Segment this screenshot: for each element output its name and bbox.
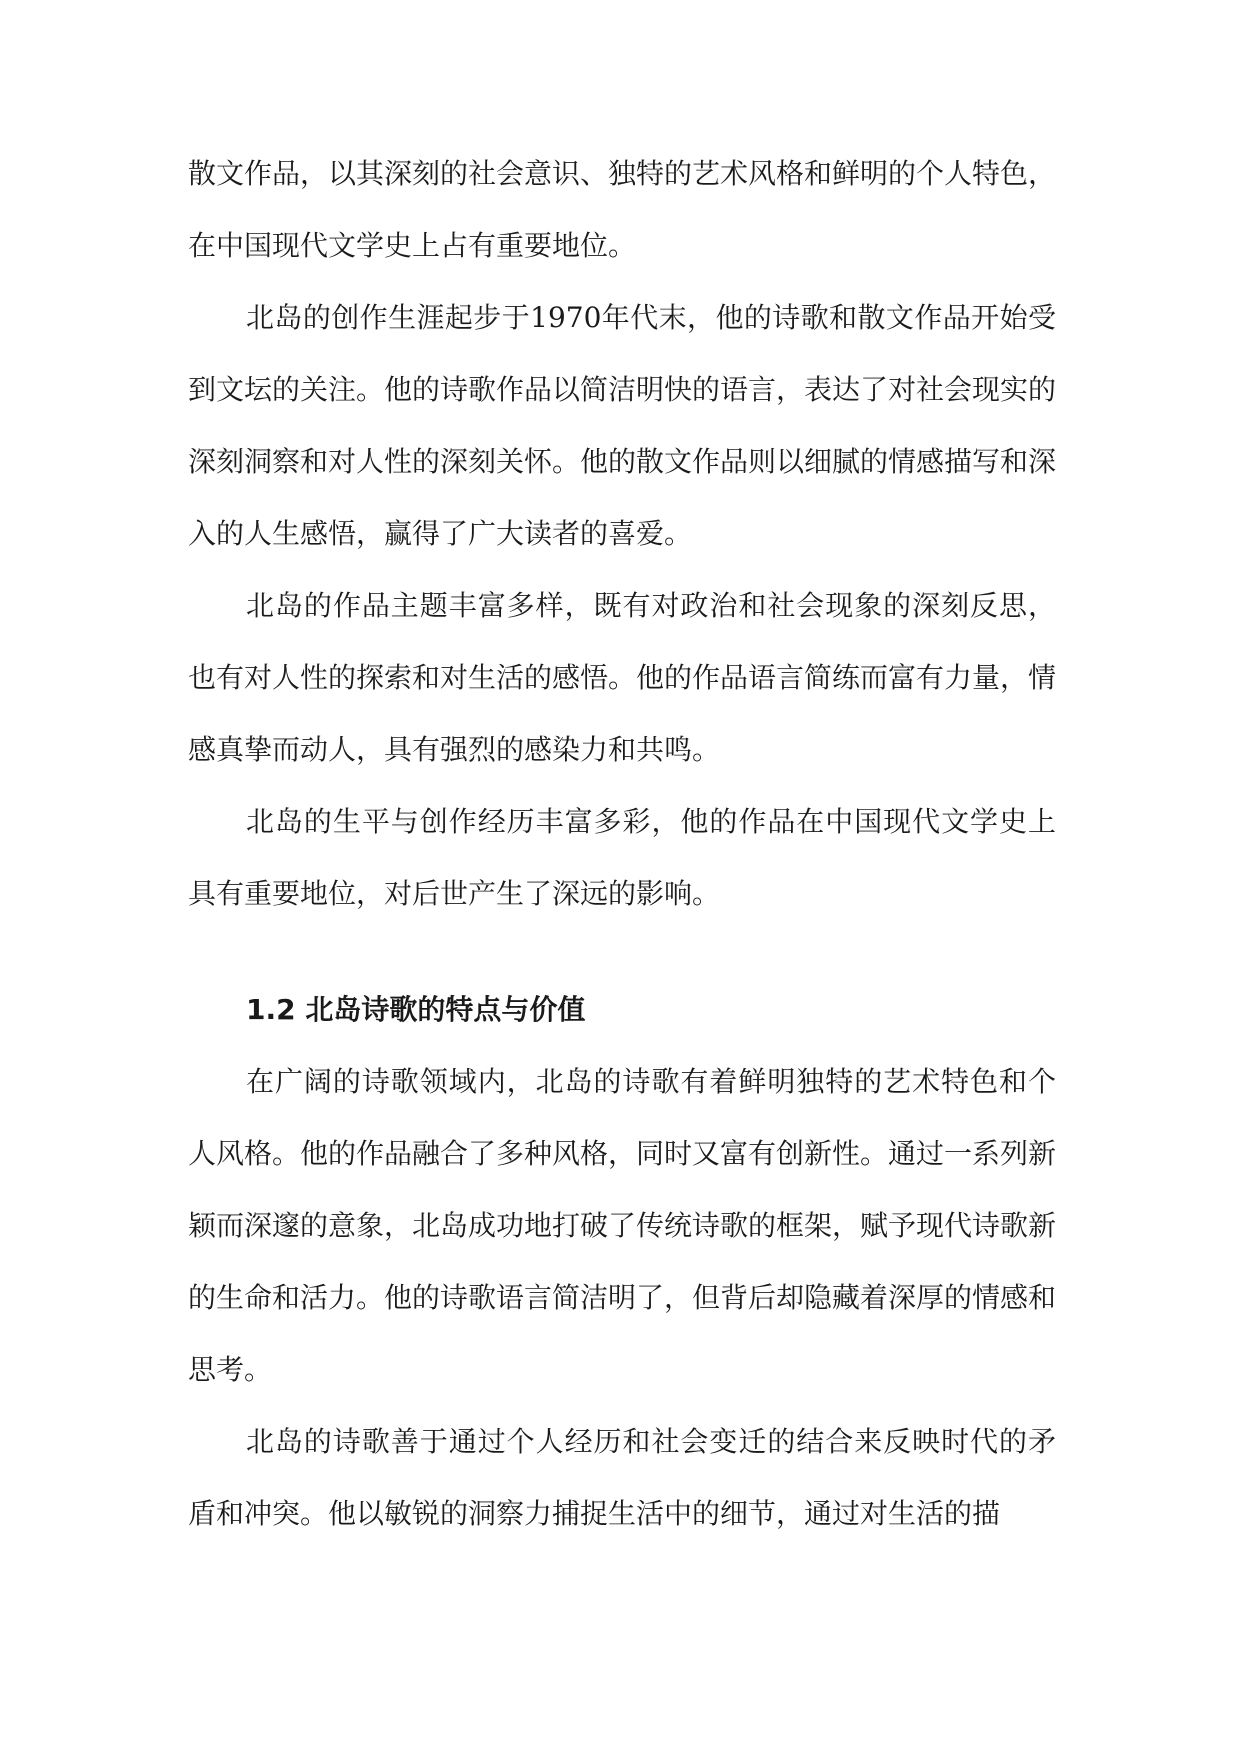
paragraph: 北岛的创作生涯起步于1970年代末，他的诗歌和散文作品开始受到文坛的关注。他的诗歌作品以简洁明快的语言，表达了对社会现实的深刻洞察和对人性的深刻关怀。他的散文作品则以细腻的情感描写和深入的人生感悟，赢得了广大读者的喜爱。 (188, 301, 1057, 550)
paragraph: 北岛的诗歌善于通过个人经历和社会变迁的结合来反映时代的矛盾和冲突。他以敏锐的洞察力捕捉生活中的细节，通过对生活的描 (188, 1425, 1056, 1530)
paragraph: 北岛的生平与创作经历丰富多彩，他的作品在中国现代文学史上具有重要地位，对后世产生了深远的影响。 (188, 805, 1056, 910)
document-body (188, 138, 1056, 1550)
paragraph: 在广阔的诗歌领域内，北岛的诗歌有着鲜明独特的艺术特色和个人风格。他的作品融合了多种风格，同时又富有创新性。通过一系列新颖而深邃的意象，北岛成功地打破了传统诗歌的框架，赋予现代诗歌新的生命和活力。他的诗歌语言简洁明了，但背后却隐藏着深厚的情感和思考。 (188, 1065, 1057, 1386)
section-title: 北岛诗歌的特点与价值 (305, 993, 586, 1026)
paragraph: 散文作品，以其深刻的社会意识、独特的艺术风格和鲜明的个人特色，在中国现代文学史上占有重要地位。 (188, 157, 1057, 262)
paragraph: 北岛的作品主题丰富多样，既有对政治和社会现象的深刻反思，也有对人性的探索和对生活的感悟。他的作品语言简练而富有力量，情感真挚而动人，具有强烈的感染力和共鸣。 (188, 589, 1057, 766)
section-heading (188, 974, 1056, 1046)
section-number: 1.2 (246, 993, 296, 1026)
